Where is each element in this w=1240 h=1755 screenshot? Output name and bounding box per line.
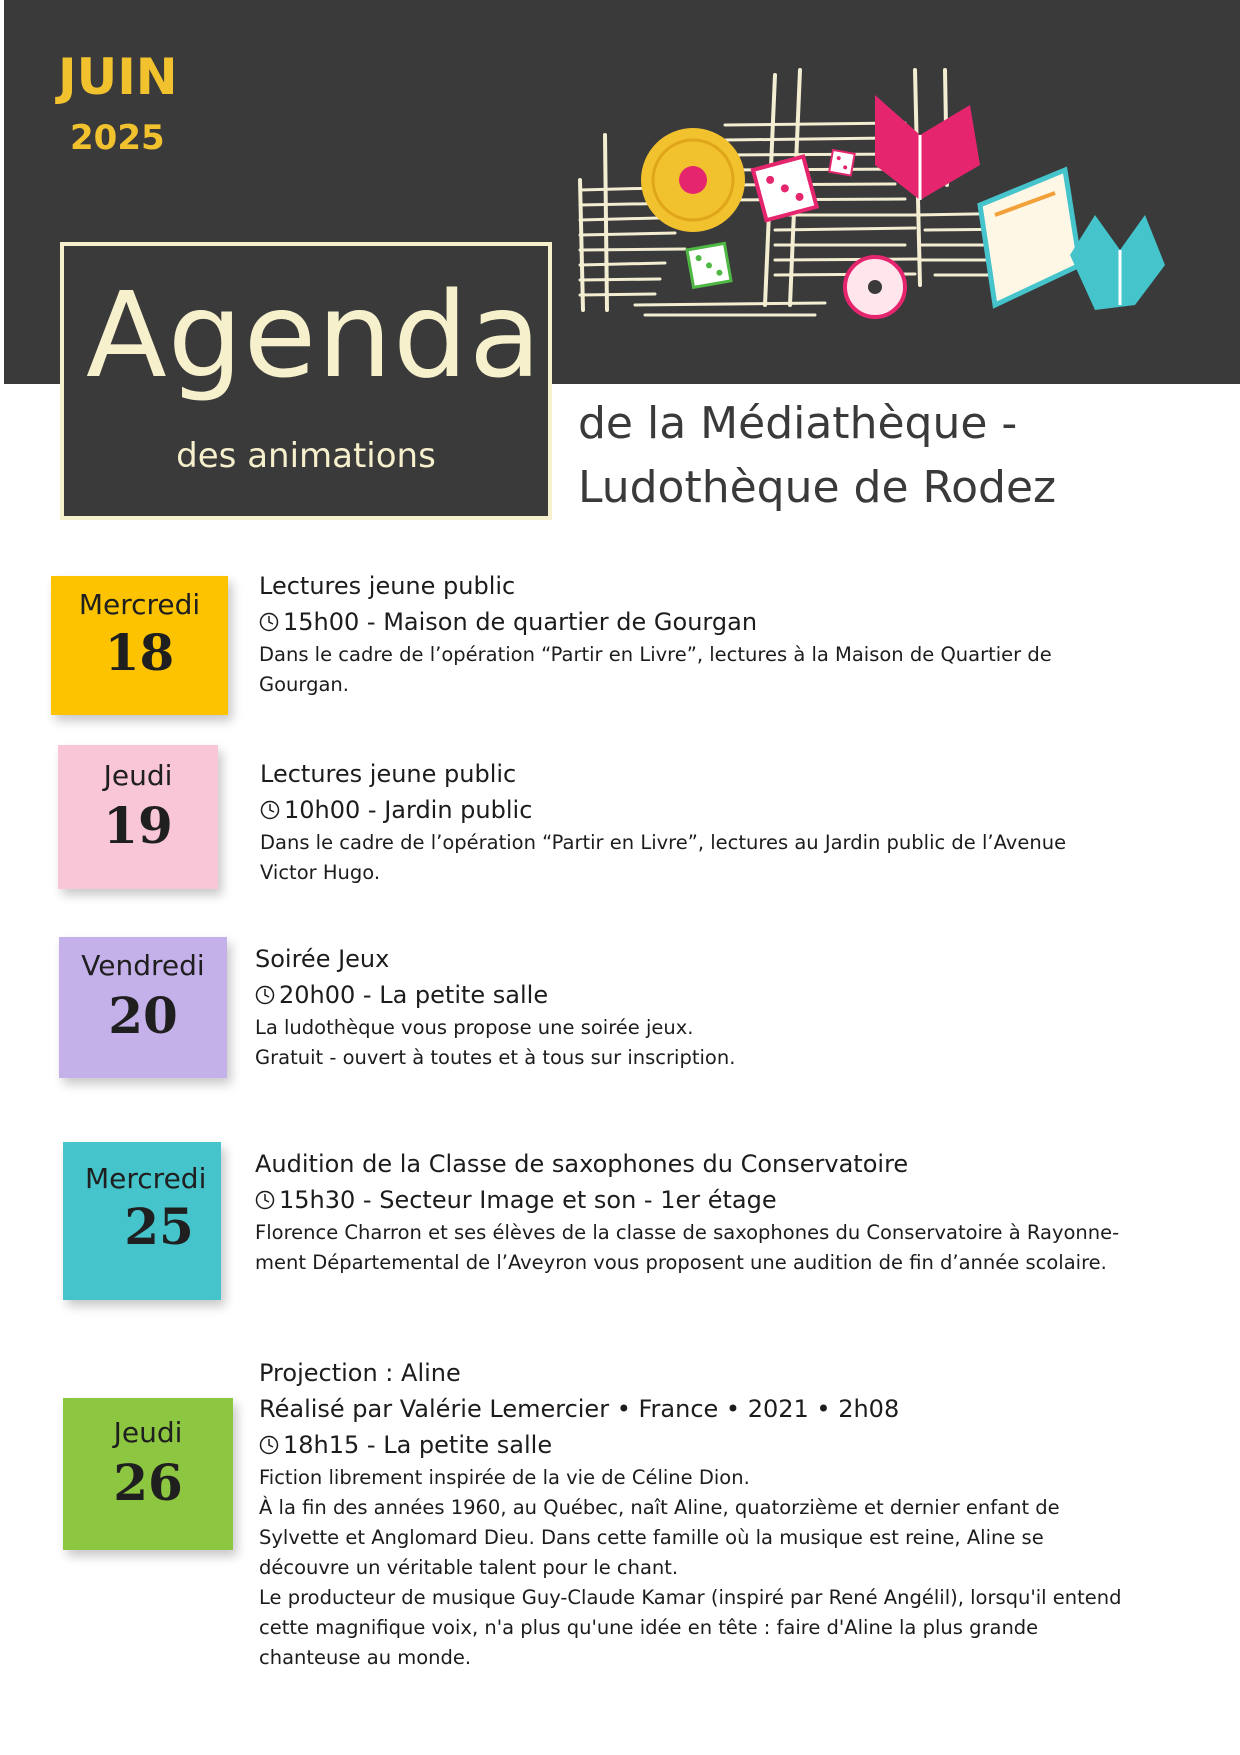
- desc-line: Gratuit - ouvert à toutes et à tous sur inscription.: [255, 1046, 736, 1069]
- desc-line: cette magnifique voix, n'a plus qu'une idée en tête : faire d'Aline la plus grande: [259, 1616, 1039, 1639]
- event-title: Audition de la Classe de saxophones du Conservatoire: [255, 1150, 909, 1178]
- year-label: 2025: [70, 118, 165, 158]
- note-date: 18: [104, 623, 175, 682]
- event-description: [259, 1463, 1219, 1673]
- event-time-place: [255, 977, 1175, 1013]
- event-time-text: 10h00 - Jardin public: [284, 796, 533, 824]
- note-date: 19: [103, 796, 173, 855]
- venue-line-1: de la Médiathèque -: [578, 398, 1018, 449]
- venue-subtitle: [578, 392, 1056, 520]
- event-18: [259, 568, 1179, 700]
- event-title: Projection : Aline: [259, 1359, 461, 1387]
- desc-line: découvre un véritable talent pour le chant.: [259, 1556, 679, 1579]
- date-note-20: [59, 937, 227, 1078]
- event-26: [259, 1355, 1219, 1673]
- clock-icon: [255, 985, 275, 1005]
- note-day: Jeudi: [103, 759, 173, 792]
- event-time-place: [260, 792, 1180, 828]
- clock-icon: [255, 1190, 275, 1210]
- event-time-text: 20h00 - La petite salle: [279, 981, 549, 1009]
- desc-line: À la fin des années 1960, au Québec, naît Aline, quatorzième et dernier enfant de: [259, 1496, 1060, 1519]
- event-time-place: [255, 1182, 1215, 1218]
- event-time-text: 15h30 - Secteur Image et son - 1er étage: [279, 1186, 777, 1214]
- desc-line: La ludothèque vous propose une soirée jeux.: [255, 1016, 694, 1039]
- desc-line: Dans le cadre de l’opération “Partir en Livre”, lectures au Jardin public de l’Avenue: [260, 831, 1067, 854]
- month-label: JUIN: [58, 48, 178, 106]
- agenda-title: Agenda: [86, 266, 543, 404]
- agenda-title-box: [60, 242, 552, 520]
- desc-line: Sylvette et Anglomard Dieu. Dans cette famille où la musique est reine, Aline se: [259, 1526, 1044, 1549]
- event-25: [255, 1146, 1215, 1278]
- event-time-place: [259, 604, 1179, 640]
- clock-icon: [260, 800, 280, 820]
- event-time-text: 18h15 - La petite salle: [283, 1431, 553, 1459]
- note-day: Mercredi: [78, 588, 201, 621]
- event-description: [260, 828, 1180, 888]
- desc-line: Victor Hugo.: [260, 861, 381, 884]
- event-description: [255, 1218, 1215, 1278]
- note-day: Vendredi: [81, 949, 205, 982]
- desc-line: Le producteur de musique Guy-Claude Kamar (inspiré par René Angélil), lorsqu'il entend: [259, 1586, 1122, 1609]
- desc-line: chanteuse au monde.: [259, 1646, 472, 1669]
- date-note-26: [63, 1398, 233, 1550]
- event-title: Soirée Jeux: [255, 945, 390, 973]
- event-description: [259, 640, 1179, 700]
- desc-line: ment Départemental de l’Aveyron vous proposent une audition de fin d’année scolaire.: [255, 1251, 1107, 1274]
- event-title: Lectures jeune public: [260, 760, 517, 788]
- event-19: [260, 756, 1180, 888]
- event-time-text: 15h00 - Maison de quartier de Gourgan: [283, 608, 758, 636]
- desc-line: Gourgan.: [259, 673, 349, 696]
- event-title: Lectures jeune public: [259, 572, 516, 600]
- desc-line: Florence Charron et ses élèves de la classe de saxophones du Conservatoire à Rayonne-: [255, 1221, 1120, 1244]
- header-edge: [0, 0, 4, 384]
- event-time-place: [259, 1427, 1219, 1463]
- note-day: Mercredi: [85, 1162, 207, 1195]
- date-note-19: [58, 745, 218, 889]
- note-date: 20: [108, 986, 178, 1045]
- desc-line: Fiction librement inspirée de la vie de Céline Dion.: [259, 1466, 750, 1489]
- media-illustration-icon: [575, 65, 1175, 355]
- desc-line: Dans le cadre de l’opération “Partir en Livre”, lectures à la Maison de Quartier de: [259, 643, 1052, 666]
- clock-icon: [259, 612, 279, 632]
- event-20: [255, 941, 1175, 1073]
- venue-line-2: Ludothèque de Rodez: [578, 462, 1057, 513]
- date-note-18: [51, 576, 228, 715]
- note-day: Jeudi: [113, 1416, 183, 1449]
- clock-icon: [259, 1435, 279, 1455]
- note-date: 25: [124, 1197, 194, 1256]
- date-note-25: [63, 1142, 221, 1300]
- event-credits: Réalisé par Valérie Lemercier • France • 2021 • 2h08: [259, 1395, 900, 1423]
- agenda-subtitle: des animations: [176, 436, 436, 476]
- event-description: [255, 1013, 1175, 1073]
- note-date: 26: [113, 1453, 183, 1512]
